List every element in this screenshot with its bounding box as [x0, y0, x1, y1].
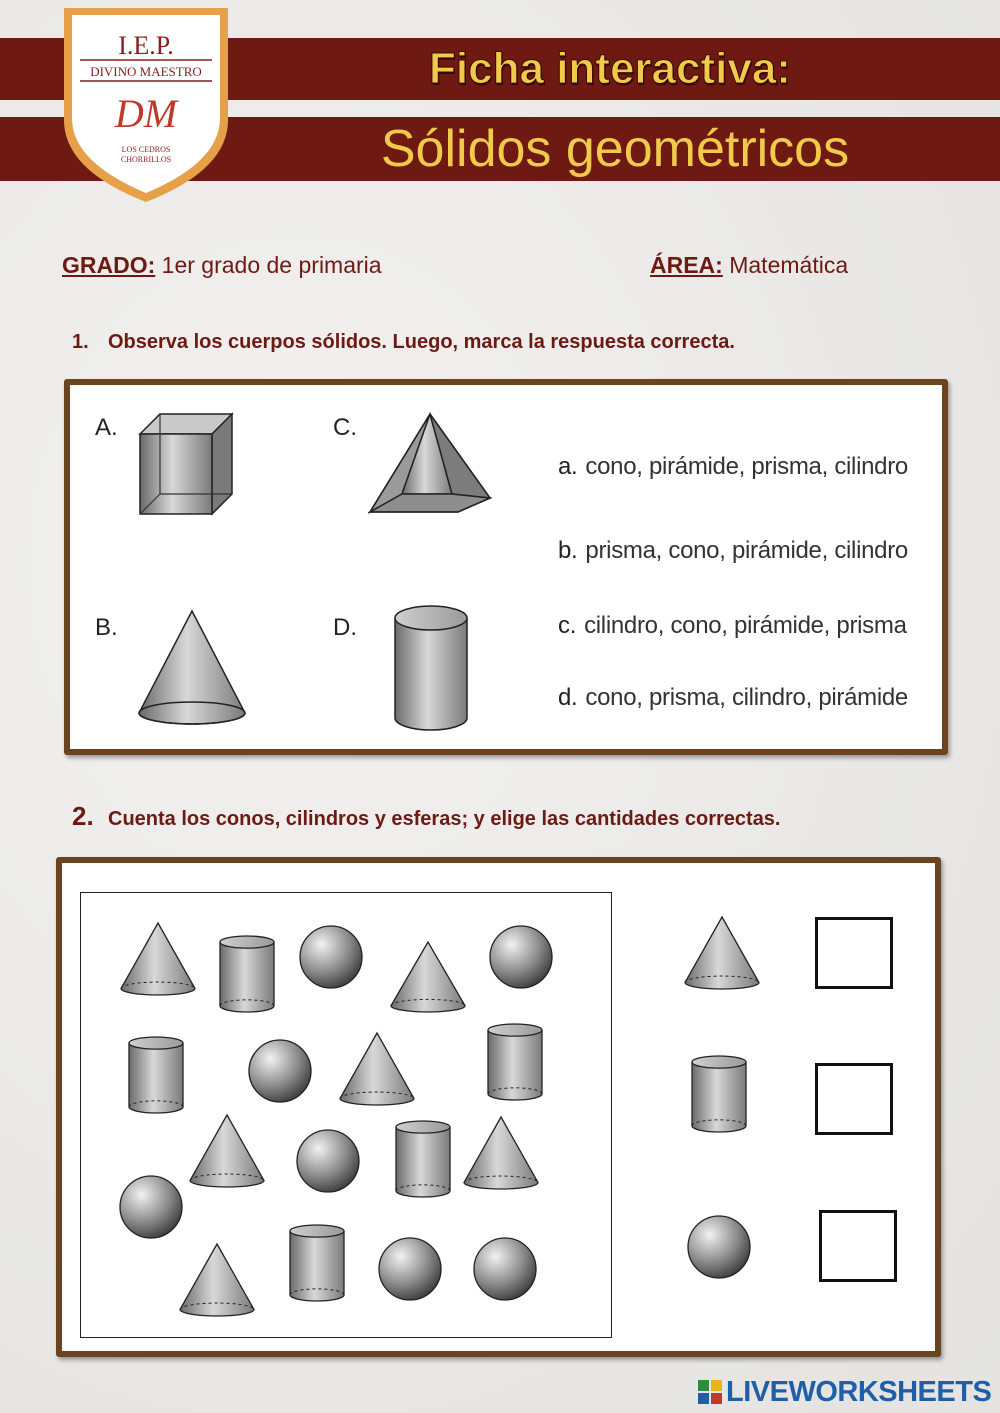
option-b[interactable]: [558, 537, 908, 565]
school-logo: [58, 2, 234, 207]
question-1-text: Observa los cuerpos sólidos. Luego, marca la respuesta correcta.: [108, 331, 735, 353]
sphere-icon: [247, 1038, 313, 1104]
option-d-text: cono, prisma, cilindro, pirámide: [585, 684, 908, 711]
area-value: Matemática: [729, 252, 849, 278]
logo-name: I.E.P.: [118, 31, 174, 60]
option-d[interactable]: [558, 684, 908, 712]
grade-value: 1er grado de primaria: [161, 252, 382, 278]
figure-label-b: B.: [95, 614, 118, 641]
area-info: [650, 252, 848, 279]
page-title: Ficha interactiva:: [429, 44, 791, 93]
logo-place-2: CHORRILLOS: [120, 155, 172, 164]
sphere-count-input[interactable]: [819, 1210, 897, 1282]
question-1-number: 1.: [72, 331, 89, 353]
question-1: [72, 331, 735, 354]
cone-icon: [178, 1242, 256, 1318]
logo-monogram: DM: [114, 91, 178, 136]
sphere-icon: [472, 1236, 538, 1302]
option-a[interactable]: [558, 453, 908, 481]
figure-label-a: A.: [95, 414, 118, 441]
brand-name: LIVEWORKSHEETS: [726, 1376, 992, 1408]
grade-info: [62, 252, 382, 279]
cone-icon: [137, 609, 247, 727]
cylinder-icon: [486, 1022, 544, 1102]
cube-icon: [138, 412, 236, 516]
cylinder-icon: [127, 1035, 185, 1115]
cone-icon: [683, 915, 761, 991]
sphere-icon: [118, 1174, 184, 1240]
option-b-key: b.: [558, 537, 578, 564]
figure-label-d: D.: [333, 614, 357, 641]
question-2: [72, 801, 781, 832]
cylinder-icon: [288, 1223, 346, 1303]
cylinder-icon: [393, 604, 469, 732]
question-2-text: Cuenta los conos, cilindros y esferas; y elige las cantidades correctas.: [108, 808, 781, 830]
logo-place-1: LOS CEDROS: [121, 145, 171, 154]
option-d-key: d.: [558, 684, 578, 711]
option-a-text: cono, pirámide, prisma, cilindro: [585, 453, 908, 480]
cylinder-icon: [690, 1054, 748, 1134]
sphere-icon: [295, 1128, 361, 1194]
cone-icon: [119, 921, 197, 997]
page-subtitle: Sólidos geométricos: [380, 120, 850, 178]
option-a-key: a.: [558, 453, 578, 480]
cylinder-icon: [218, 934, 276, 1014]
question-2-number: 2.: [72, 801, 94, 831]
option-c[interactable]: [558, 612, 907, 640]
option-b-text: prisma, cono, pirámide, cilindro: [585, 537, 908, 564]
cylinder-count-input[interactable]: [815, 1063, 893, 1135]
cone-count-input[interactable]: [815, 917, 893, 989]
sphere-icon: [488, 924, 554, 990]
sphere-icon: [377, 1236, 443, 1302]
sphere-icon: [298, 924, 364, 990]
sphere-icon: [686, 1214, 752, 1280]
cylinder-icon: [394, 1119, 452, 1199]
cone-icon: [389, 940, 467, 1014]
area-label: ÁREA:: [650, 252, 723, 278]
liveworksheets-icon: [698, 1380, 722, 1404]
cone-icon: [188, 1113, 266, 1189]
cone-icon: [338, 1031, 416, 1107]
cone-icon: [462, 1115, 540, 1191]
logo-school: DIVINO MAESTRO: [90, 64, 202, 79]
pyramid-icon: [368, 412, 492, 516]
option-c-key: c.: [558, 612, 577, 639]
option-c-text: cilindro, cono, pirámide, prisma: [584, 612, 907, 639]
figure-label-c: C.: [333, 414, 357, 441]
grade-label: GRADO:: [62, 252, 156, 278]
